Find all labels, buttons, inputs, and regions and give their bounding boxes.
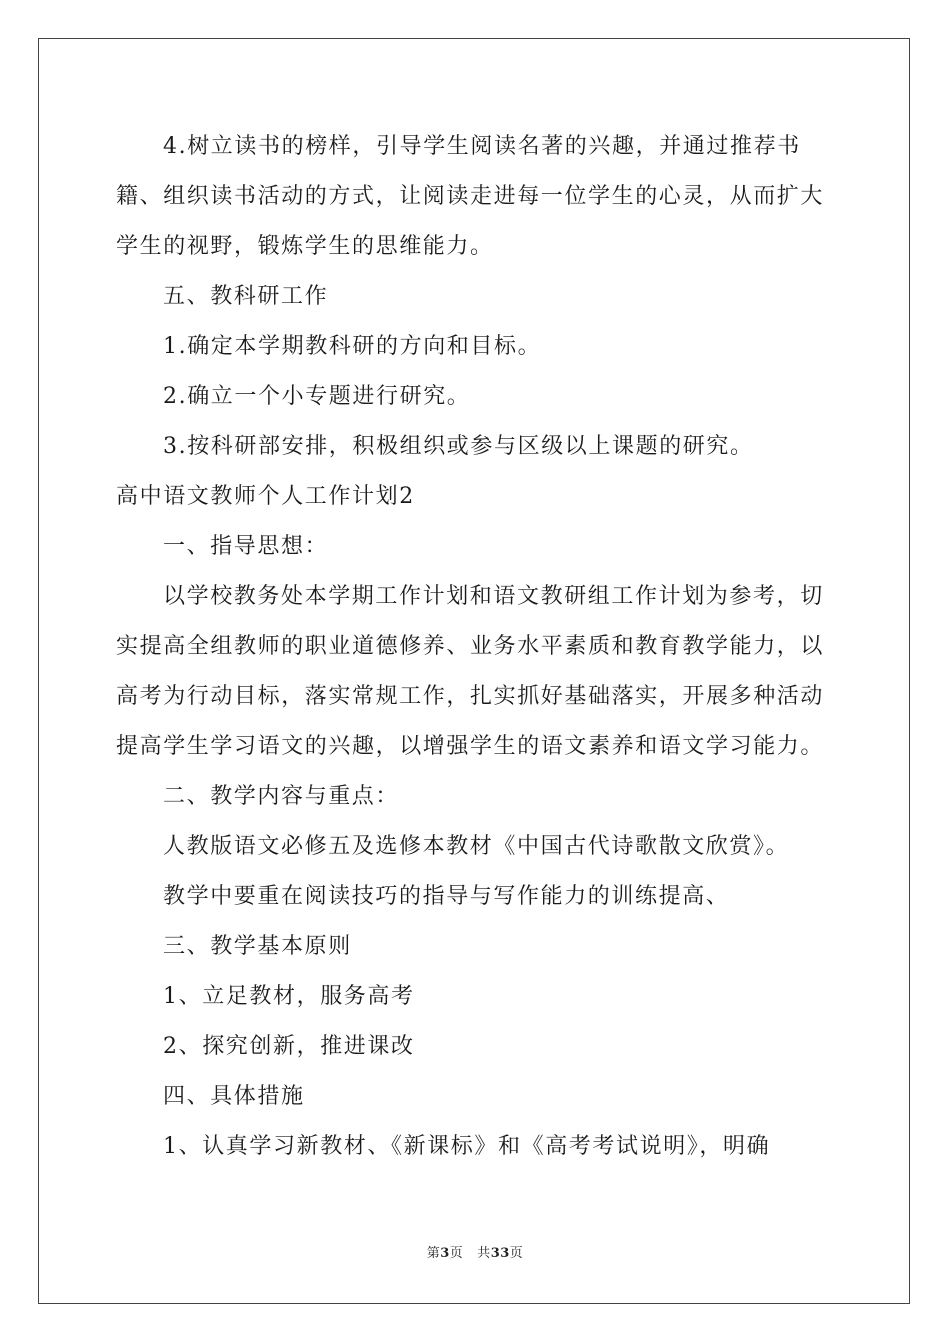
paragraph: 3.按科研部安排，积极组织或参与区级以上课题的研究。 [163, 434, 754, 459]
list-item: 2、探究创新，推进课改 [163, 1034, 415, 1059]
list-item: 1、认真学习新教材、《新课标》和《高考考试说明》，明确 [163, 1134, 771, 1159]
paragraph: 2.确立一个小专题进行研究。 [163, 384, 471, 409]
footer-total-prefix: 共 [477, 1246, 491, 1261]
section-heading: 一、指导思想： [163, 534, 329, 559]
paragraph: 1.确定本学期教科研的方向和目标。 [163, 334, 542, 359]
section-heading: 二、教学内容与重点： [163, 784, 400, 809]
paragraph: 4.树立读书的榜样，引导学生阅读名著的兴趣，并通过推荐书籍、组织读书活动的方式，让阅读走进每一位学生的心灵，从而扩大学生的视野，锻炼学生的思维能力。 [116, 134, 825, 259]
total-pages-number: 33 [490, 1246, 510, 1261]
document-title: 高中语文教师个人工作计划2 [116, 484, 415, 509]
paragraph: 以学校教务处本学期工作计划和语文教研组工作计划为参考，切实提高全组教师的职业道德修养、业务水平素质和教育教学能力，以高考为行动目标，落实常规工作，扎实抓好基础落实，开展多种活动提高学生学习语文的兴趣，以增强学生的语文素养和语文学习能力。 [116, 584, 825, 759]
footer-total-unit: 页 [509, 1246, 524, 1261]
list-item: 1、立足教材，服务高考 [163, 984, 415, 1009]
current-page-number: 3 [440, 1246, 450, 1261]
section-heading: 四、具体措施 [163, 1084, 305, 1109]
section-heading: 五、教科研工作 [163, 284, 329, 309]
paragraph: 人教版语文必修五及选修本教材《中国古代诗歌散文欣赏》。 [163, 834, 790, 859]
section-heading: 三、教学基本原则 [163, 934, 352, 959]
footer-prefix: 第 [426, 1246, 441, 1261]
document-body [116, 122, 836, 1172]
paragraph: 教学中要重在阅读技巧的指导与写作能力的训练提高、 [163, 884, 730, 909]
footer-page-unit: 页 [449, 1246, 464, 1261]
page-footer [0, 1242, 950, 1261]
